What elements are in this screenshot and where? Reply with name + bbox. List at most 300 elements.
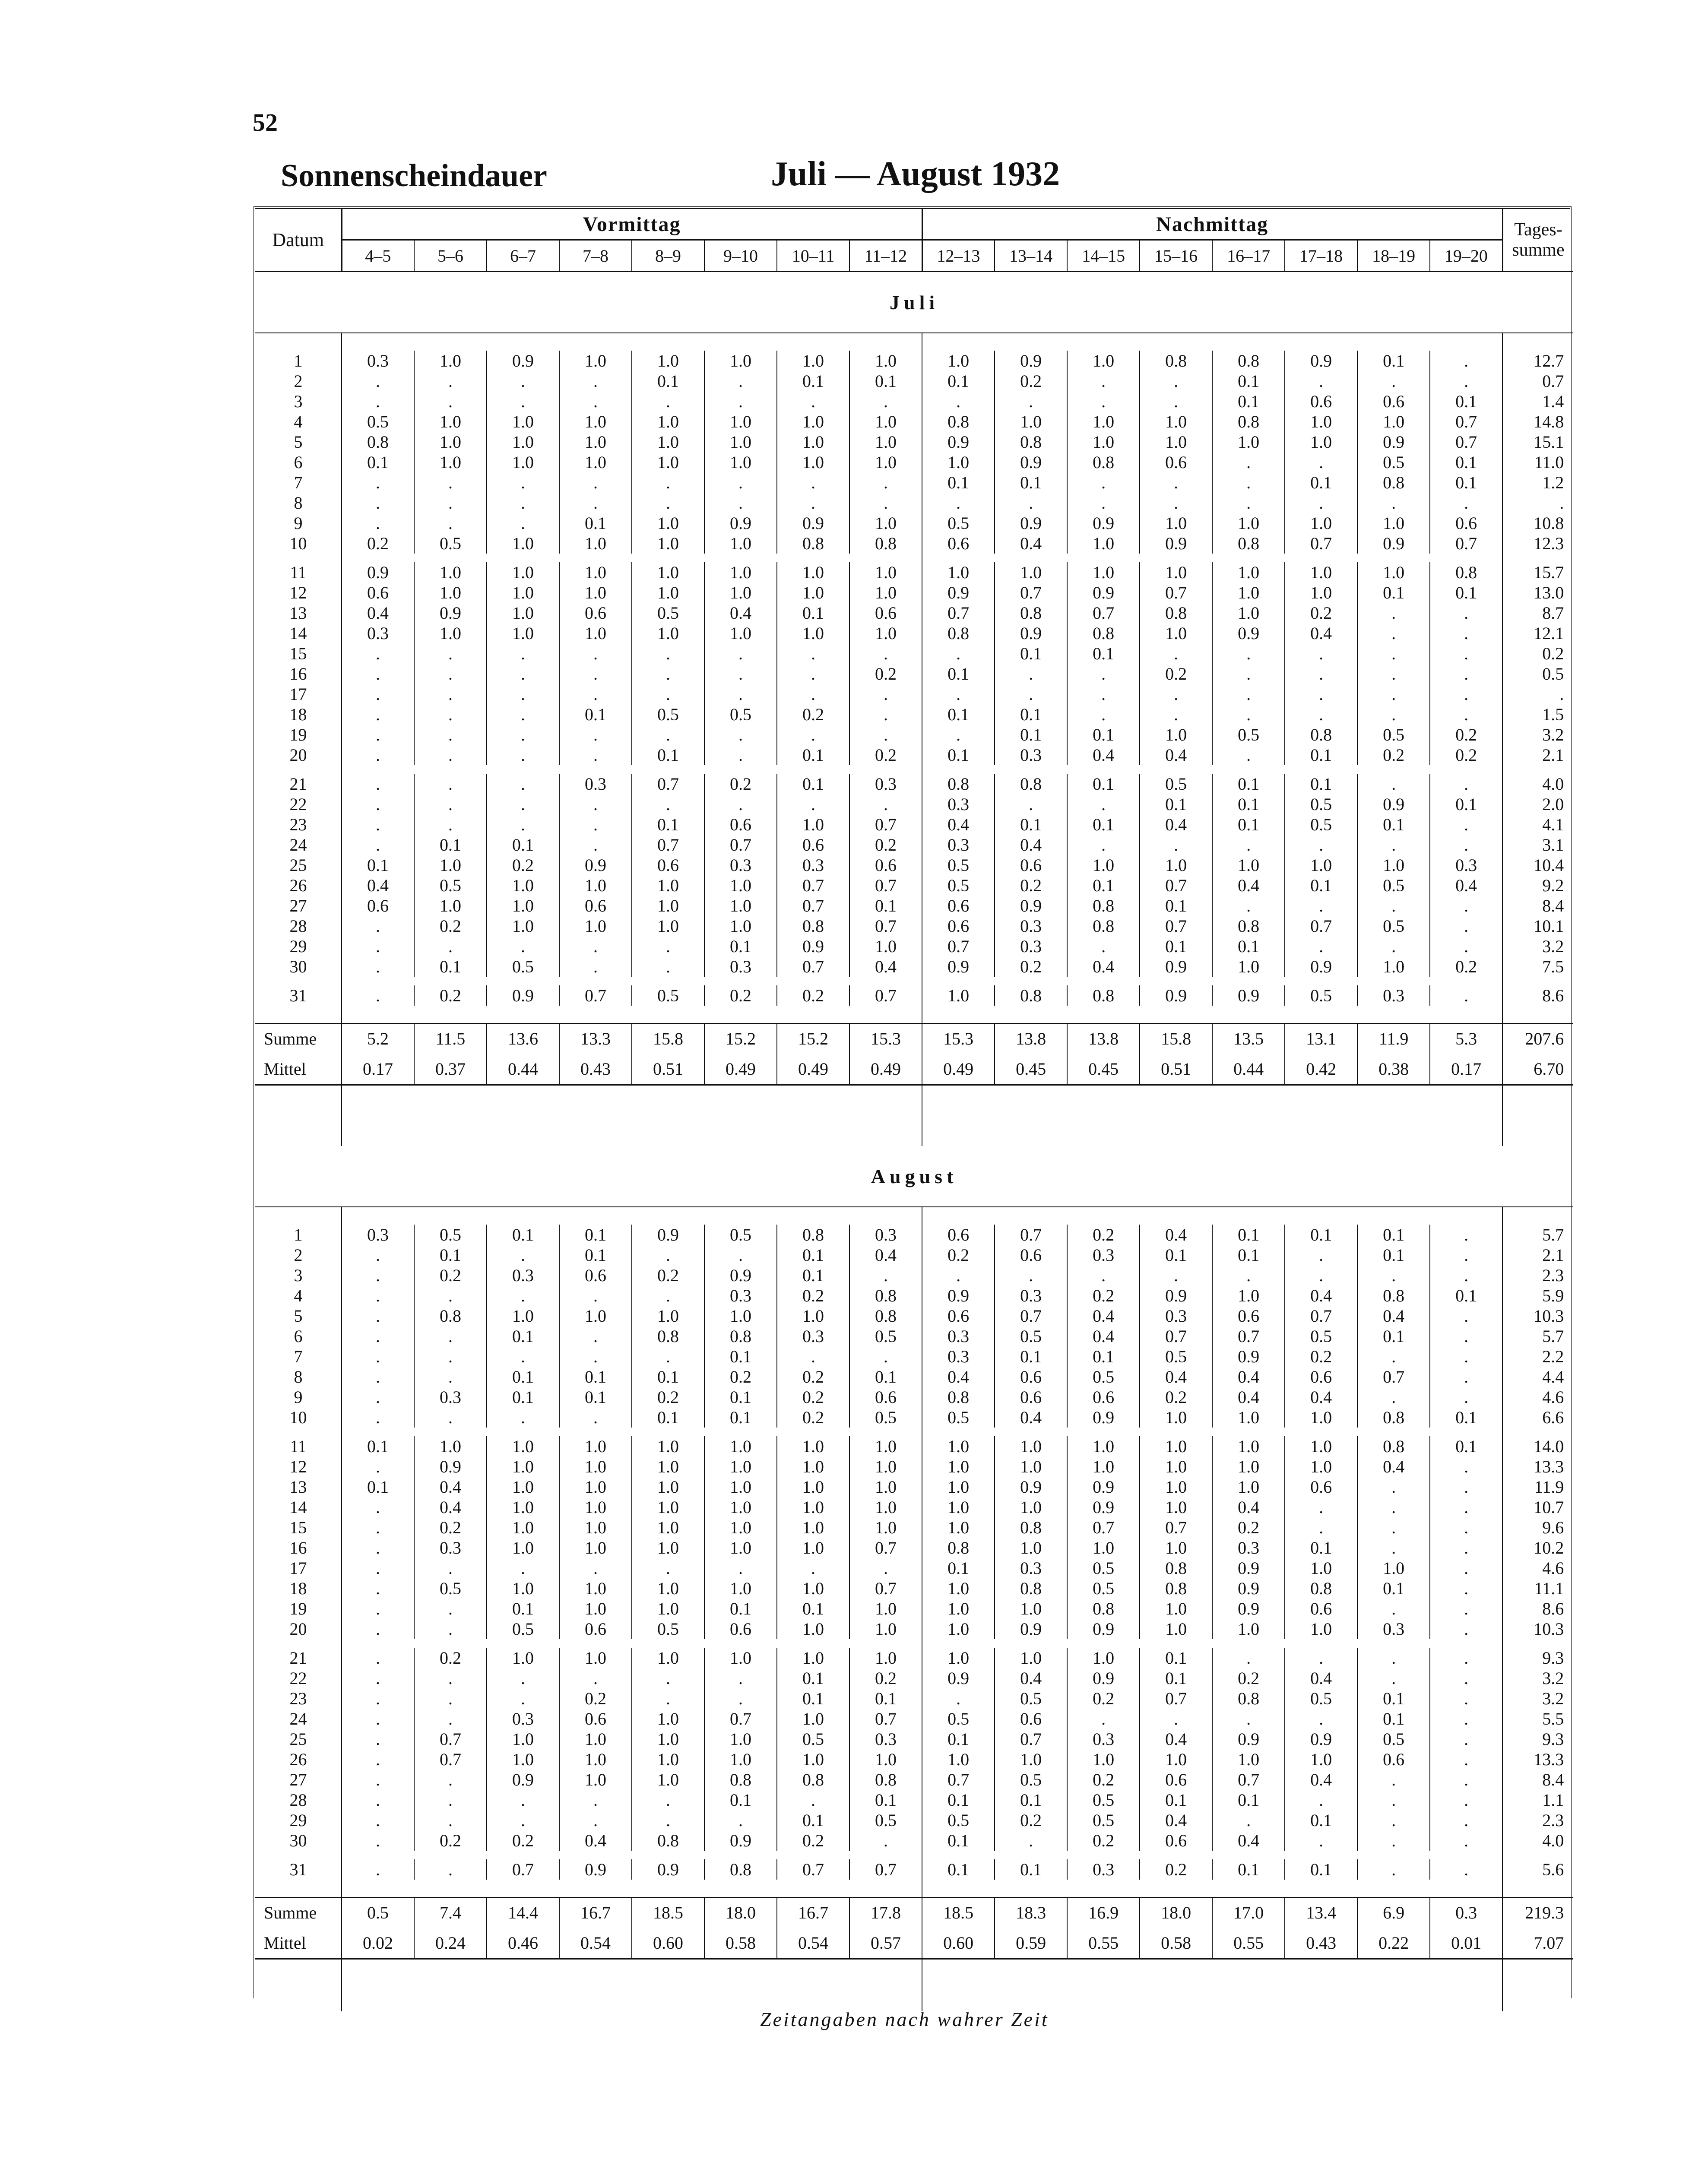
hour-value-cell: 0.9: [1212, 1599, 1285, 1619]
hour-value-cell: 1.0: [1212, 1619, 1285, 1639]
mittel-value-cell: 0.02: [342, 1928, 414, 1959]
hour-value-cell: .: [487, 704, 559, 725]
hour-value-cell: .: [1430, 1265, 1502, 1285]
blank-cell: [559, 1207, 632, 1225]
hour-value-cell: 0.2: [777, 1367, 849, 1387]
hour-value-cell: .: [559, 1810, 632, 1830]
hour-value-cell: .: [1067, 794, 1140, 814]
summe-value-cell: 13.6: [487, 1023, 559, 1054]
hour-value-cell: 0.2: [1285, 1346, 1357, 1367]
hour-value-cell: 0.4: [704, 603, 777, 623]
table-row: [255, 1668, 1573, 1688]
hour-value-cell: .: [342, 1830, 414, 1851]
hour-value-cell: 0.5: [414, 875, 487, 896]
hour-value-cell: 1.0: [414, 412, 487, 432]
hour-value-cell: .: [1285, 371, 1357, 391]
hour-value-cell: .: [414, 1407, 487, 1428]
hour-value-cell: 0.9: [777, 513, 849, 533]
hour-value-cell: 0.4: [1357, 1456, 1430, 1477]
blank-cell: [255, 1085, 342, 1146]
daily-total-cell: 8.4: [1542, 896, 1564, 915]
hour-value-cell: .: [342, 493, 414, 513]
hour-value-cell: 1.0: [1212, 1407, 1285, 1428]
summe-value-cell: 11.9: [1357, 1023, 1430, 1054]
hour-value-cell: .: [1430, 1770, 1502, 1790]
hour-value-cell: .: [342, 916, 414, 936]
blank-cell: [849, 1006, 922, 1023]
hour-value-cell: .: [704, 794, 777, 814]
hour-value-cell: 0.1: [487, 1387, 559, 1407]
day-cell: 12: [255, 1456, 342, 1477]
hour-value-cell: .: [342, 643, 414, 664]
hour-value-cell: 0.2: [777, 1285, 849, 1306]
hour-value-cell: 0.3: [1357, 985, 1430, 1006]
blank-cell: [632, 1851, 704, 1859]
hour-value-cell: .: [1430, 1729, 1502, 1749]
summe-value-cell: 15.2: [704, 1023, 777, 1054]
hour-value-cell: 0.4: [922, 1367, 995, 1387]
hour-value-cell: .: [1430, 835, 1502, 855]
hour-value-cell: .: [559, 745, 632, 765]
hour-value-cell: .: [1430, 1790, 1502, 1810]
hour-value-cell: .: [342, 1729, 414, 1749]
hour-value-cell: .: [1140, 643, 1212, 664]
hour-header: 4–5: [342, 240, 414, 272]
hour-value-cell: .: [414, 725, 487, 745]
hour-value-cell: .: [704, 725, 777, 745]
hour-value-cell: .: [414, 704, 487, 725]
hour-value-cell: 0.6: [1067, 1387, 1140, 1407]
hour-value-cell: 0.6: [922, 896, 995, 916]
blank-cell: [849, 1959, 922, 2012]
blank-cell: [559, 765, 632, 774]
hour-value-cell: 0.1: [922, 472, 995, 493]
hour-value-cell: .: [632, 1245, 704, 1265]
hour-value-cell: 0.4: [1067, 956, 1140, 977]
hour-value-cell: 0.6: [922, 533, 995, 554]
daily-total-cell: 15.1: [1534, 432, 1564, 452]
hour-header: 16–17: [1212, 240, 1285, 272]
hour-value-cell: .: [1285, 493, 1357, 513]
hour-value-cell: 1.0: [849, 936, 922, 956]
hour-value-cell: .: [777, 472, 849, 493]
hour-value-cell: .: [1067, 1265, 1140, 1285]
header-vormittag: Vormittag: [342, 209, 922, 240]
hour-value-cell: 0.9: [995, 351, 1067, 371]
gap-row: [255, 1851, 1573, 1859]
table-row: [255, 936, 1573, 956]
hour-value-cell: 0.1: [1357, 814, 1430, 835]
hour-value-cell: 1.0: [487, 582, 559, 603]
hour-value-cell: 0.9: [922, 1285, 995, 1306]
hour-value-cell: .: [487, 745, 559, 765]
hour-value-cell: .: [487, 794, 559, 814]
hour-value-cell: 1.0: [777, 814, 849, 835]
hour-value-cell: 0.2: [1067, 1770, 1140, 1790]
daily-total-cell: 9.3: [1542, 1648, 1564, 1668]
hour-value-cell: .: [414, 493, 487, 513]
blank-cell: [777, 554, 849, 562]
hour-value-cell: 0.5: [487, 1619, 559, 1639]
mittel-value-cell: 0.59: [995, 1928, 1067, 1959]
blank-cell: [342, 1006, 414, 1023]
hour-value-cell: 1.0: [632, 896, 704, 916]
hour-value-cell: 1.0: [1140, 562, 1212, 582]
hour-value-cell: .: [487, 684, 559, 704]
hour-value-cell: .: [1430, 1619, 1502, 1639]
hour-value-cell: .: [1430, 493, 1502, 513]
hour-value-cell: 1.0: [995, 1749, 1067, 1770]
hour-value-cell: 0.1: [1285, 774, 1357, 794]
spacer-row: [255, 1207, 1573, 1225]
hour-value-cell: 1.0: [777, 623, 849, 643]
blank-cell: [1140, 1959, 1212, 2012]
hour-value-cell: 0.2: [632, 1265, 704, 1285]
mittel-value-cell: 0.01: [1430, 1928, 1502, 1959]
blank-cell: [1357, 1880, 1430, 1897]
hour-value-cell: 1.0: [922, 1648, 995, 1668]
blank-cell: [777, 977, 849, 985]
hour-value-cell: .: [1357, 1538, 1430, 1558]
hour-value-cell: 1.0: [414, 855, 487, 875]
hour-value-cell: 1.0: [1212, 956, 1285, 977]
mittel-total-cell: 6.70: [1502, 1054, 1573, 1085]
blank-cell: [342, 1207, 414, 1225]
hour-value-cell: 0.1: [922, 371, 995, 391]
hour-header: 8–9: [632, 240, 704, 272]
hour-value-cell: .: [1430, 1456, 1502, 1477]
hour-value-cell: 0.2: [704, 1367, 777, 1387]
daily-total-cell: 0.2: [1542, 644, 1564, 663]
hour-value-cell: 1.0: [487, 1648, 559, 1668]
hour-value-cell: 0.2: [777, 985, 849, 1006]
mittel-label: Mittel: [255, 1054, 342, 1085]
hour-value-cell: .: [704, 391, 777, 412]
hour-value-cell: 0.1: [995, 472, 1067, 493]
hour-value-cell: 0.8: [849, 1306, 922, 1326]
hour-value-cell: 0.7: [849, 875, 922, 896]
day-cell: 20: [255, 1619, 342, 1639]
hour-value-cell: 0.1: [777, 1810, 849, 1830]
hour-value-cell: .: [342, 985, 414, 1006]
blank-cell: [704, 1207, 777, 1225]
hour-value-cell: 0.7: [414, 1749, 487, 1770]
hour-value-cell: 0.8: [922, 1538, 995, 1558]
hour-value-cell: 0.9: [1067, 1497, 1140, 1517]
hour-value-cell: 1.0: [704, 452, 777, 472]
hour-value-cell: 1.0: [704, 432, 777, 452]
day-cell: 31: [255, 985, 342, 1006]
hour-value-cell: 1.0: [849, 1517, 922, 1538]
hour-header: 11–12: [849, 240, 922, 272]
hour-value-cell: .: [414, 1709, 487, 1729]
hour-value-cell: .: [342, 936, 414, 956]
hour-value-cell: 1.0: [414, 896, 487, 916]
hour-value-cell: 0.7: [849, 1859, 922, 1880]
hour-value-cell: 1.0: [414, 582, 487, 603]
blank-cell: [414, 977, 487, 985]
hour-value-cell: 0.7: [777, 875, 849, 896]
hour-value-cell: 0.5: [777, 1729, 849, 1749]
hour-value-cell: 0.7: [487, 1859, 559, 1880]
hour-value-cell: 0.3: [1067, 1859, 1140, 1880]
hour-value-cell: 0.9: [704, 513, 777, 533]
blank-cell: [255, 1851, 342, 1859]
hour-value-cell: 1.0: [559, 533, 632, 554]
hour-value-cell: 0.7: [632, 774, 704, 794]
blank-cell: [704, 1085, 777, 1146]
hour-value-cell: .: [995, 1265, 1067, 1285]
blank-cell: [632, 1085, 704, 1146]
blank-cell: [1357, 1639, 1430, 1648]
hour-value-cell: .: [1140, 391, 1212, 412]
hour-value-cell: 0.8: [995, 1578, 1067, 1599]
hour-value-cell: .: [1285, 643, 1357, 664]
hour-value-cell: 0.8: [1285, 1578, 1357, 1599]
hour-value-cell: 0.8: [414, 1306, 487, 1326]
day-cell: 28: [255, 916, 342, 936]
hour-value-cell: 0.7: [1067, 1517, 1140, 1538]
hour-value-cell: .: [995, 1830, 1067, 1851]
hour-value-cell: 1.0: [922, 1599, 995, 1619]
hour-header: 15–16: [1140, 240, 1212, 272]
hour-value-cell: 0.8: [1212, 916, 1285, 936]
spacer-row: [255, 1880, 1573, 1897]
hour-value-cell: 0.3: [1140, 1306, 1212, 1326]
blank-cell: [777, 1639, 849, 1648]
mittel-value-cell: 0.49: [704, 1054, 777, 1085]
table-row: [255, 916, 1573, 936]
hour-value-cell: .: [414, 1619, 487, 1639]
hour-value-cell: 1.0: [995, 1648, 1067, 1668]
hour-value-cell: .: [1285, 896, 1357, 916]
hour-value-cell: 1.0: [632, 1456, 704, 1477]
hour-value-cell: 1.0: [704, 562, 777, 582]
daily-total-cell: 5.7: [1542, 1326, 1564, 1346]
hour-value-cell: .: [922, 725, 995, 745]
hour-value-cell: 0.9: [1067, 513, 1140, 533]
hour-value-cell: 0.9: [1067, 1477, 1140, 1497]
hour-value-cell: .: [1430, 371, 1502, 391]
hour-value-cell: 0.1: [922, 745, 995, 765]
hour-value-cell: .: [487, 391, 559, 412]
hour-value-cell: 0.8: [1212, 412, 1285, 432]
blank-cell: [1067, 1428, 1140, 1436]
blank-cell: [632, 1880, 704, 1897]
hour-value-cell: 0.1: [1212, 1225, 1285, 1245]
hour-value-cell: 0.3: [1067, 1245, 1140, 1265]
blank-cell: [704, 1851, 777, 1859]
day-cell: 21: [255, 1648, 342, 1668]
hour-value-cell: 1.0: [1067, 412, 1140, 432]
hour-value-cell: 0.5: [342, 412, 414, 432]
hour-value-cell: 0.9: [1212, 985, 1285, 1006]
hour-value-cell: 1.0: [559, 412, 632, 432]
blank-cell: [1502, 1428, 1573, 1436]
hour-value-cell: .: [342, 1648, 414, 1668]
daily-total-cell: 4.0: [1542, 774, 1564, 794]
hour-value-cell: .: [559, 725, 632, 745]
day-cell: 13: [255, 603, 342, 623]
day-cell: 16: [255, 664, 342, 684]
hour-value-cell: 1.0: [704, 1648, 777, 1668]
hour-value-cell: 0.1: [1285, 875, 1357, 896]
hour-value-cell: .: [342, 1407, 414, 1428]
hour-value-cell: .: [1357, 1346, 1430, 1367]
hour-value-cell: .: [414, 1790, 487, 1810]
blank-cell: [849, 1639, 922, 1648]
blank-cell: [1212, 1006, 1285, 1023]
blank-cell: [255, 1428, 342, 1436]
hour-value-cell: 0.5: [632, 985, 704, 1006]
hour-value-cell: 1.0: [559, 1648, 632, 1668]
hour-value-cell: .: [1430, 1709, 1502, 1729]
hour-value-cell: .: [777, 643, 849, 664]
hour-value-cell: 0.1: [922, 1790, 995, 1810]
hour-value-cell: .: [559, 1346, 632, 1367]
hour-value-cell: .: [1140, 1265, 1212, 1285]
hour-value-cell: 1.0: [995, 1538, 1067, 1558]
hour-value-cell: 0.1: [849, 896, 922, 916]
hour-value-cell: 0.4: [995, 1668, 1067, 1688]
hour-value-cell: 0.5: [1067, 1367, 1140, 1387]
hour-value-cell: 0.6: [342, 582, 414, 603]
blank-cell: [922, 1639, 995, 1648]
hour-value-cell: 1.0: [1285, 1407, 1357, 1428]
hour-value-cell: .: [1430, 1558, 1502, 1578]
table-row: [255, 875, 1573, 896]
day-cell: 3: [255, 1265, 342, 1285]
hour-value-cell: 0.1: [1430, 582, 1502, 603]
hour-value-cell: 1.0: [632, 1578, 704, 1599]
table-row: [255, 855, 1573, 875]
hour-value-cell: 1.0: [1212, 513, 1285, 533]
hour-value-cell: .: [342, 1326, 414, 1346]
hour-value-cell: 0.6: [1140, 1830, 1212, 1851]
day-cell: 20: [255, 745, 342, 765]
hour-value-cell: 0.9: [1067, 1407, 1140, 1428]
mittel-value-cell: 0.60: [922, 1928, 995, 1959]
blank-cell: [1430, 765, 1502, 774]
hour-value-cell: 0.1: [1067, 774, 1140, 794]
hour-value-cell: 0.9: [342, 562, 414, 582]
hour-value-cell: 0.1: [849, 371, 922, 391]
hour-value-cell: 0.9: [922, 432, 995, 452]
blank-cell: [487, 977, 559, 985]
table-row: [255, 1326, 1573, 1346]
hour-value-cell: 1.0: [632, 582, 704, 603]
hour-value-cell: 0.2: [849, 664, 922, 684]
hour-value-cell: 0.8: [922, 774, 995, 794]
hour-value-cell: 0.8: [1357, 1436, 1430, 1456]
hour-value-cell: 0.9: [1212, 1558, 1285, 1578]
daily-total-cell: 10.3: [1534, 1619, 1564, 1639]
hour-value-cell: 0.6: [922, 1306, 995, 1326]
hour-value-cell: 0.2: [849, 1668, 922, 1688]
hour-value-cell: 1.0: [414, 623, 487, 643]
mittel-value-cell: 0.54: [559, 1928, 632, 1959]
hour-value-cell: 0.7: [1285, 916, 1357, 936]
blank-cell: [255, 765, 342, 774]
day-cell: 6: [255, 452, 342, 472]
hour-value-cell: .: [1067, 835, 1140, 855]
hour-value-cell: 0.8: [777, 1770, 849, 1790]
hour-value-cell: .: [1430, 1477, 1502, 1497]
hour-value-cell: 0.3: [704, 855, 777, 875]
hour-value-cell: 0.1: [777, 1265, 849, 1285]
hour-value-cell: 0.2: [414, 916, 487, 936]
hour-value-cell: 1.0: [559, 1538, 632, 1558]
day-cell: 22: [255, 794, 342, 814]
hour-value-cell: .: [1430, 684, 1502, 704]
hour-value-cell: 0.7: [849, 985, 922, 1006]
hour-value-cell: 0.2: [414, 1648, 487, 1668]
hour-value-cell: .: [342, 664, 414, 684]
hour-value-cell: 1.0: [777, 432, 849, 452]
blank-cell: [1285, 977, 1357, 985]
hour-header: 12–13: [922, 240, 995, 272]
daily-total-cell: 13.3: [1534, 1457, 1564, 1476]
hour-value-cell: 1.0: [922, 1456, 995, 1477]
hour-value-cell: .: [414, 1558, 487, 1578]
table-row: [255, 1830, 1573, 1851]
hour-value-cell: 0.6: [849, 1387, 922, 1407]
blank-cell: [704, 554, 777, 562]
hour-value-cell: .: [487, 472, 559, 493]
summe-value-cell: 17.8: [849, 1897, 922, 1928]
hour-value-cell: 0.4: [995, 1407, 1067, 1428]
day-cell: 24: [255, 1709, 342, 1729]
hour-value-cell: 0.1: [777, 1668, 849, 1688]
blank-cell: [1502, 1006, 1573, 1023]
hour-value-cell: .: [1430, 643, 1502, 664]
mittel-value-cell: 0.42: [1285, 1054, 1357, 1085]
day-cell: 4: [255, 412, 342, 432]
blank-cell: [1502, 1851, 1573, 1859]
hour-value-cell: 0.5: [849, 1810, 922, 1830]
hour-value-cell: .: [414, 1668, 487, 1688]
hour-value-cell: .: [632, 1668, 704, 1688]
hour-value-cell: .: [1285, 704, 1357, 725]
hour-value-cell: 0.2: [704, 774, 777, 794]
table-row: [255, 472, 1573, 493]
hour-value-cell: 0.6: [1140, 1770, 1212, 1790]
hour-value-cell: 0.9: [1285, 1729, 1357, 1749]
hour-value-cell: .: [1357, 1517, 1430, 1538]
hour-value-cell: 0.8: [995, 1517, 1067, 1538]
daily-total-cell: 13.0: [1534, 583, 1564, 602]
daily-total-cell: 3.1: [1542, 835, 1564, 855]
hour-value-cell: 1.0: [487, 875, 559, 896]
hour-value-cell: .: [1140, 493, 1212, 513]
hour-value-cell: 0.1: [922, 704, 995, 725]
blank-cell: [995, 1085, 1067, 1146]
mittel-total-cell: 7.07: [1502, 1928, 1573, 1959]
hour-value-cell: 0.8: [849, 1770, 922, 1790]
hour-value-cell: .: [487, 664, 559, 684]
hour-value-cell: 0.1: [1285, 745, 1357, 765]
hour-value-cell: .: [1140, 371, 1212, 391]
hour-value-cell: 0.1: [922, 664, 995, 684]
blank-cell: [1140, 1006, 1212, 1023]
table-row: [255, 452, 1573, 472]
hour-value-cell: 0.1: [559, 1367, 632, 1387]
day-cell: 24: [255, 835, 342, 855]
page-number: 52: [253, 108, 278, 136]
hour-value-cell: 1.0: [1140, 1619, 1212, 1639]
day-cell: 5: [255, 432, 342, 452]
mittel-label: Mittel: [255, 1928, 342, 1959]
